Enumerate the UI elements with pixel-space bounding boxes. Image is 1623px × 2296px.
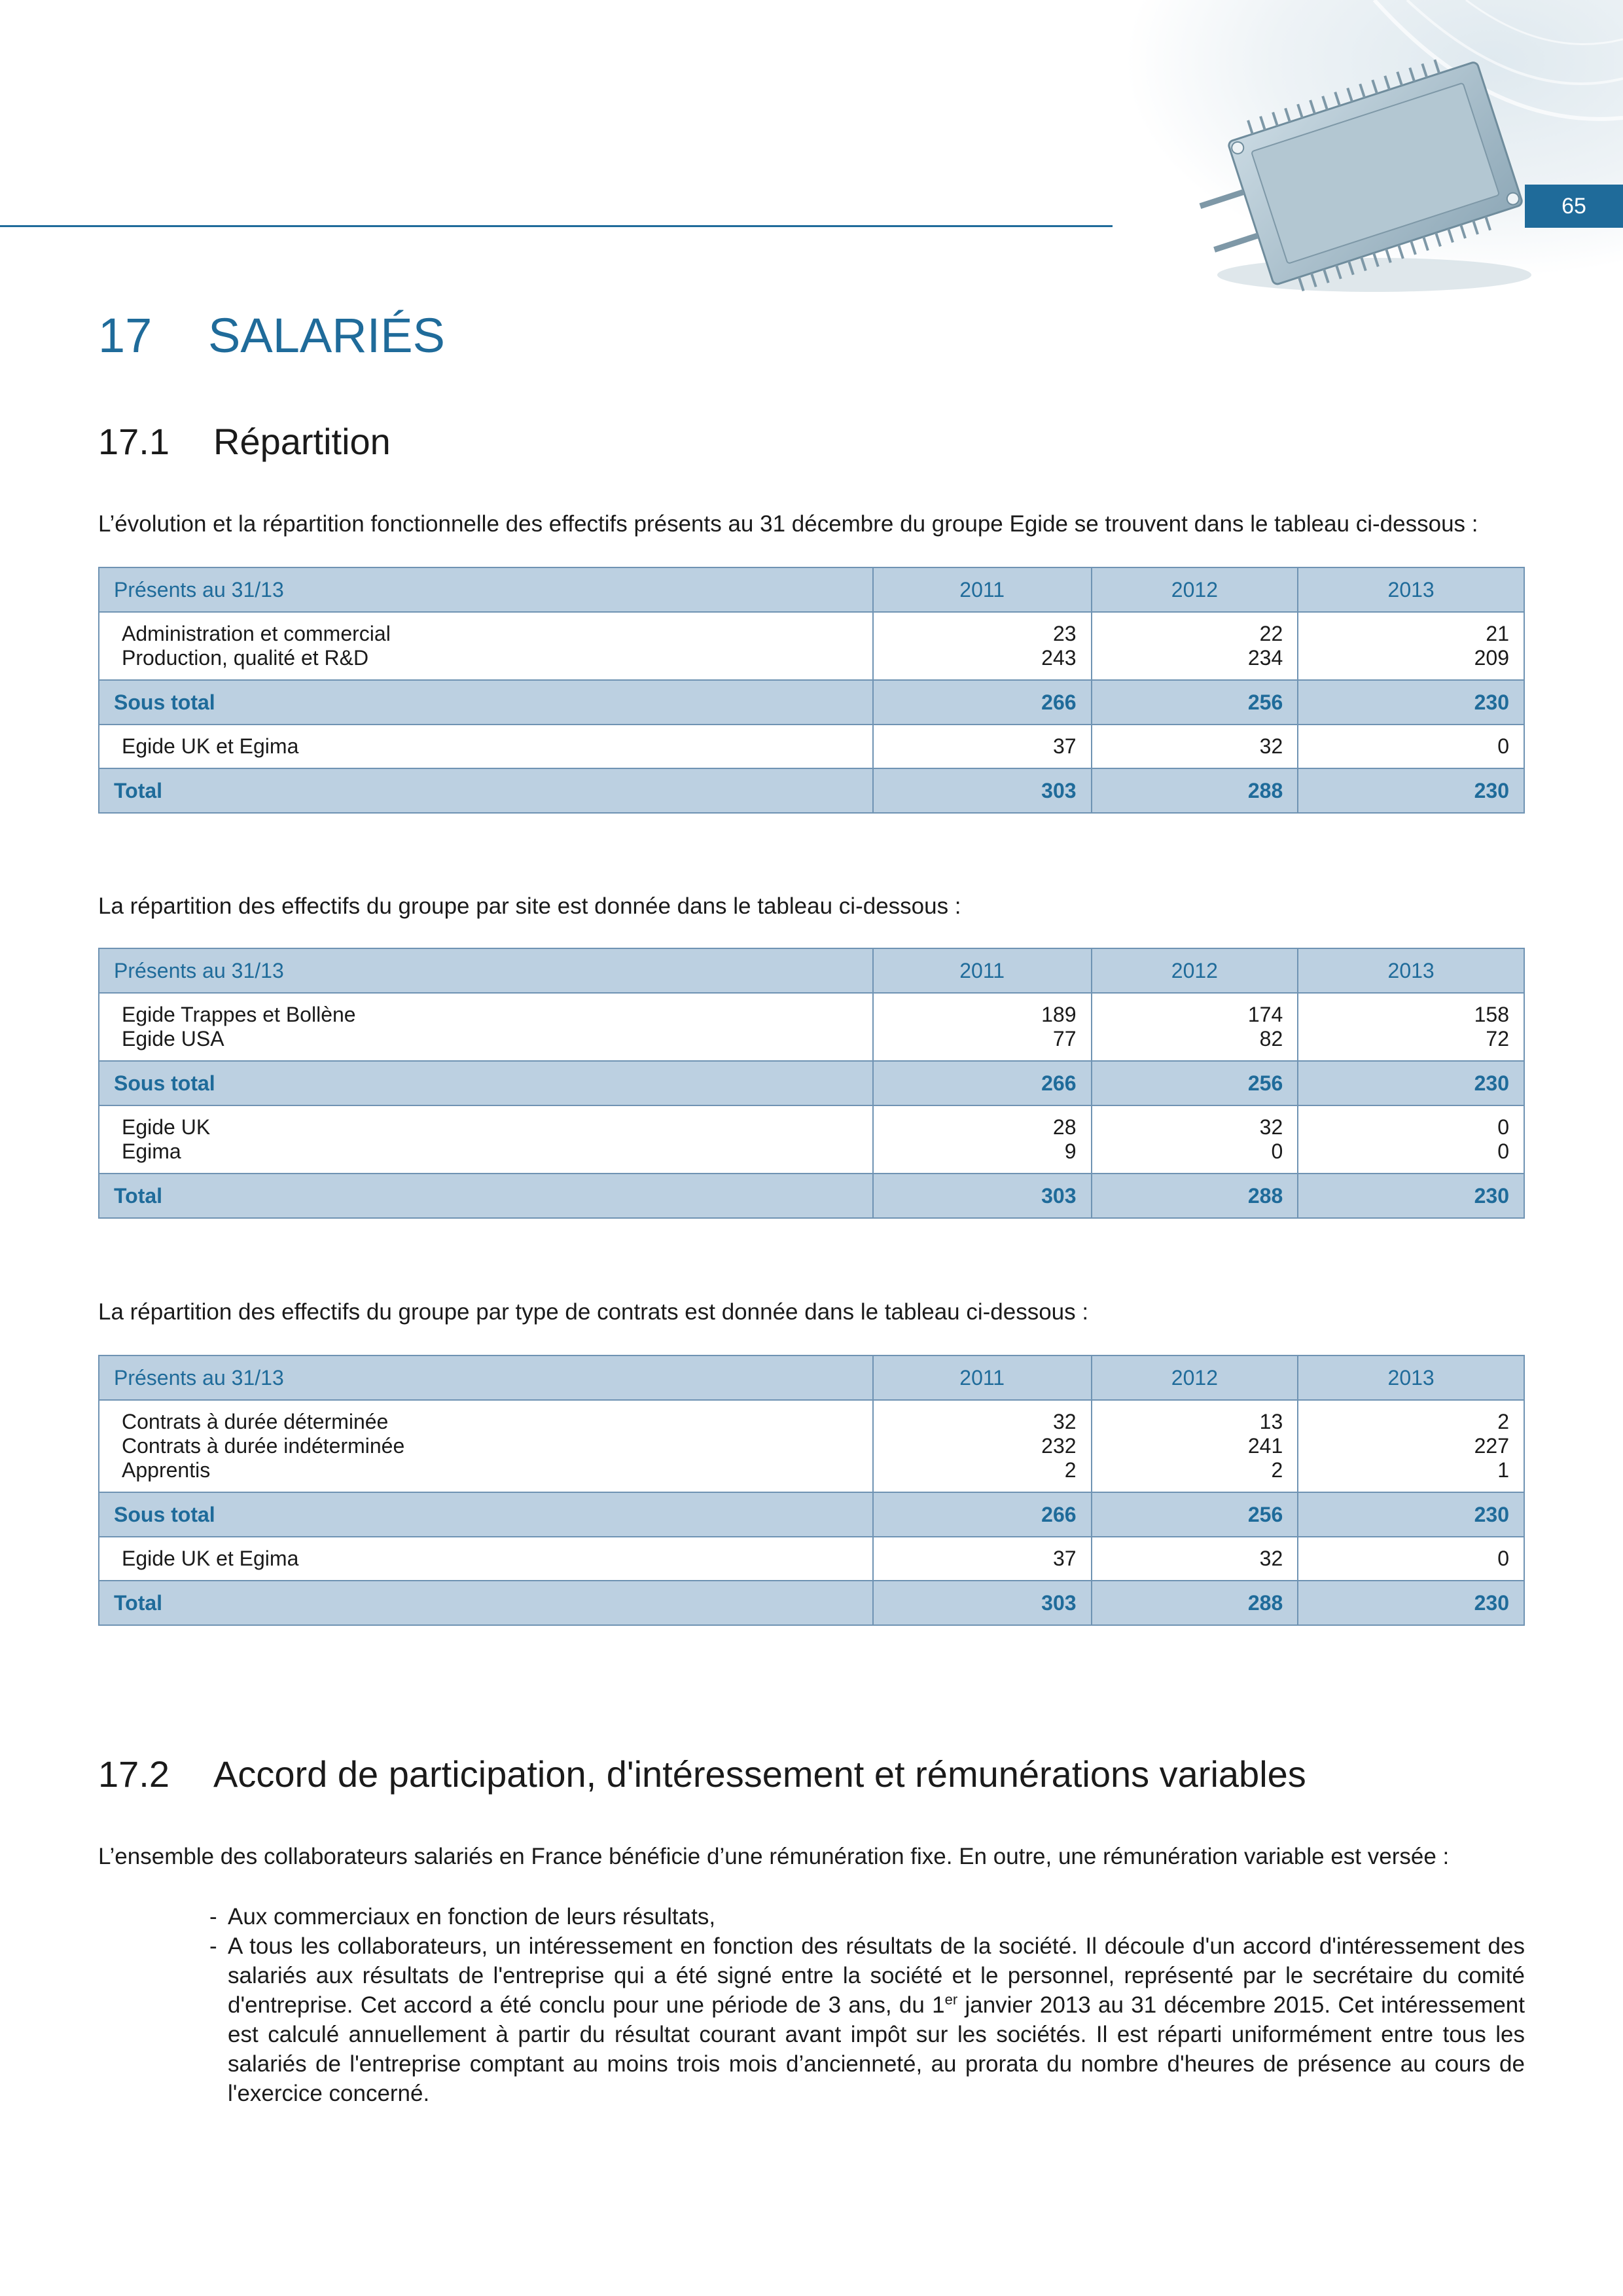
total-value: 230 (1298, 1581, 1524, 1625)
row-label: Apprentis (122, 1458, 211, 1482)
cell-value: 234 (1247, 646, 1283, 670)
table-row (99, 612, 1524, 680)
subtotal-value: 230 (1298, 1492, 1524, 1537)
row-label: Egide UK et Egima (99, 1537, 873, 1581)
cell-value: 28 (1052, 1115, 1077, 1139)
cell-2011 (873, 993, 1092, 1061)
total-label: Total (99, 1581, 873, 1625)
subtotal-value: 230 (1298, 1061, 1524, 1105)
total-label: Total (99, 1174, 873, 1218)
site-intro-paragraph: La répartition des effectifs du groupe par site est donnée dans le tableau ci-dessous : (98, 893, 961, 919)
subtotal-label: Sous total (99, 1492, 873, 1537)
header-year: 2011 (873, 1355, 1092, 1400)
section-title: SALARIÉS (208, 308, 445, 363)
cell-value: 0 (1497, 1139, 1509, 1163)
subsection-title: Répartition (213, 421, 391, 462)
total-row (99, 1581, 1524, 1625)
cell-2013 (1298, 1400, 1524, 1492)
remuneration-list (209, 1902, 1525, 2108)
row-label: Egide USA (122, 1027, 224, 1050)
table-row (99, 1400, 1524, 1492)
section-heading (98, 308, 445, 363)
cell-value: 77 (1052, 1027, 1077, 1050)
list-item-text-continued: janvier 2013 au 31 décembre 2015. Cet intéressement est calculé annuellement à partir du résultat courant avant impôt sur les sociétés. Il est réparti uniformément entre tous les salariés de l'entreprise comptant au moins trois mois d’ancienneté, au prorata du nombre d'heures de présence au cours de l'exercice concerné. (228, 1992, 1525, 2106)
total-row (99, 768, 1524, 813)
list-item-text: Aux commerciaux en fonction de leurs résultats, (228, 1904, 716, 1929)
cell-value: 2 (1064, 1458, 1077, 1482)
cell-value: 241 (1247, 1434, 1283, 1458)
header-label: Présents au 31/13 (99, 948, 873, 993)
subsection-title: Accord de participation, d'intéressement et rémunérations variables (213, 1753, 1306, 1795)
cell-value: 232 (1041, 1434, 1077, 1458)
subsection-heading-17-1 (98, 420, 391, 463)
subsection-number: 17.2 (98, 1753, 169, 1795)
total-value: 288 (1092, 768, 1298, 813)
cell-value: 0 (1497, 1115, 1509, 1139)
row-labels (99, 1400, 873, 1492)
section-number: 17 (98, 308, 152, 363)
cell-value: 9 (1064, 1139, 1077, 1163)
table-row (99, 993, 1524, 1061)
header-year: 2013 (1298, 1355, 1524, 1400)
list-item (209, 1902, 1525, 1931)
list-item (209, 1931, 1525, 2108)
cell-2011 (873, 1400, 1092, 1492)
table-header-row (99, 948, 1524, 993)
list-item-text: A tous les collaborateurs, un intéressement en fonction des résultats de la société. Il découle d'un accord d'intéressement des salariés aux résultats de l'entreprise qui a été signé entre la société et le personnel, représenté par le secrétaire du comité d'entreprise. Cet accord a été conclu pour une période de 3 ans, du 1 (228, 1933, 1525, 2018)
cell-value: 32 (1052, 1410, 1077, 1433)
header-year: 2013 (1298, 948, 1524, 993)
cell-value: 32 (1092, 725, 1298, 768)
cell-2011 (873, 1105, 1092, 1174)
total-row (99, 1174, 1524, 1218)
cell-2013 (1298, 993, 1524, 1061)
superscript: er (944, 1991, 958, 2008)
table-header-row (99, 567, 1524, 612)
total-value: 303 (873, 768, 1092, 813)
header-illustration (1099, 0, 1623, 308)
cell-2011 (873, 612, 1092, 680)
cell-value: 37 (873, 1537, 1092, 1581)
cell-value: 2 (1271, 1458, 1283, 1482)
contract-intro-paragraph: La répartition des effectifs du groupe par type de contrats est donnée dans le tableau ci-dessous : (98, 1299, 1089, 1325)
row-labels (99, 612, 873, 680)
row-label: Production, qualité et R&D (122, 646, 369, 670)
row-label: Egide UK et Egima (99, 725, 873, 768)
cell-value: 0 (1298, 1537, 1524, 1581)
subtotal-label: Sous total (99, 680, 873, 725)
cell-value: 23 (1052, 622, 1077, 645)
intro-paragraph: L’évolution et la répartition fonctionnelle des effectifs présents au 31 décembre du groupe Egide se trouvent dans le tableau ci-dessous : (98, 511, 1478, 537)
cell-value: 209 (1474, 646, 1509, 670)
subtotal-row (99, 1061, 1524, 1105)
total-value: 303 (873, 1174, 1092, 1218)
total-label: Total (99, 768, 873, 813)
header-label: Présents au 31/13 (99, 567, 873, 612)
row-labels (99, 1105, 873, 1174)
cell-2013 (1298, 1105, 1524, 1174)
cell-value: 174 (1247, 1003, 1283, 1026)
header-rule (0, 225, 1113, 227)
subtotal-value: 256 (1092, 1492, 1298, 1537)
cell-value: 22 (1259, 622, 1283, 645)
cell-2012 (1092, 1400, 1298, 1492)
header-label: Présents au 31/13 (99, 1355, 873, 1400)
row-label: Egima (122, 1139, 181, 1163)
row-label: Contrats à durée déterminée (122, 1410, 389, 1433)
cell-value: 82 (1259, 1027, 1283, 1050)
subtotal-value: 266 (873, 1492, 1092, 1537)
subtotal-label: Sous total (99, 1061, 873, 1105)
list-dash: - (209, 1933, 217, 1959)
subsection-heading-17-2 (98, 1753, 1306, 1795)
total-value: 303 (873, 1581, 1092, 1625)
header-year: 2011 (873, 948, 1092, 993)
cell-value: 32 (1259, 1115, 1283, 1139)
total-value: 230 (1298, 1174, 1524, 1218)
row-label: Egide Trappes et Bollène (122, 1003, 356, 1026)
header-year: 2012 (1092, 1355, 1298, 1400)
table-contrat (98, 1355, 1525, 1626)
header-year: 2013 (1298, 567, 1524, 612)
subtotal-value: 256 (1092, 1061, 1298, 1105)
total-value: 230 (1298, 768, 1524, 813)
subtotal-value: 266 (873, 680, 1092, 725)
subsection-number: 17.1 (98, 421, 169, 462)
cell-2012 (1092, 993, 1298, 1061)
cell-value: 13 (1259, 1410, 1283, 1433)
table-site (98, 948, 1525, 1219)
cell-value: 158 (1474, 1003, 1509, 1026)
table-row (99, 1537, 1524, 1581)
table-row (99, 725, 1524, 768)
total-value: 288 (1092, 1174, 1298, 1218)
row-label: Egide UK (122, 1115, 211, 1139)
subtotal-row (99, 680, 1524, 725)
cell-value: 189 (1041, 1003, 1077, 1026)
page-number: 65 (1525, 185, 1623, 228)
header-year: 2011 (873, 567, 1092, 612)
total-value: 288 (1092, 1581, 1298, 1625)
cell-value: 243 (1041, 646, 1077, 670)
row-label: Administration et commercial (122, 622, 391, 645)
subtotal-value: 230 (1298, 680, 1524, 725)
cell-value: 37 (873, 725, 1092, 768)
cell-value: 2 (1497, 1410, 1509, 1433)
cell-value: 21 (1486, 622, 1509, 645)
row-label: Contrats à durée indéterminée (122, 1434, 405, 1458)
cell-value: 32 (1092, 1537, 1298, 1581)
cell-value: 0 (1271, 1139, 1283, 1163)
cell-value: 72 (1486, 1027, 1509, 1050)
cell-value: 227 (1474, 1434, 1509, 1458)
subtotal-value: 266 (873, 1061, 1092, 1105)
remuneration-intro-paragraph: L’ensemble des collaborateurs salariés en France bénéficie d’une rémunération fixe. En outre, une rémunération variable est versée : (98, 1844, 1450, 1869)
header-year: 2012 (1092, 567, 1298, 612)
cell-2012 (1092, 612, 1298, 680)
cell-2013 (1298, 612, 1524, 680)
table-header-row (99, 1355, 1524, 1400)
subtotal-row (99, 1492, 1524, 1537)
table-row (99, 1105, 1524, 1174)
cell-value: 0 (1298, 725, 1524, 768)
header-year: 2012 (1092, 948, 1298, 993)
cell-value: 1 (1497, 1458, 1509, 1482)
subtotal-value: 256 (1092, 680, 1298, 725)
cell-2012 (1092, 1105, 1298, 1174)
table-fonction (98, 567, 1525, 814)
list-dash: - (209, 1904, 217, 1929)
row-labels (99, 993, 873, 1061)
